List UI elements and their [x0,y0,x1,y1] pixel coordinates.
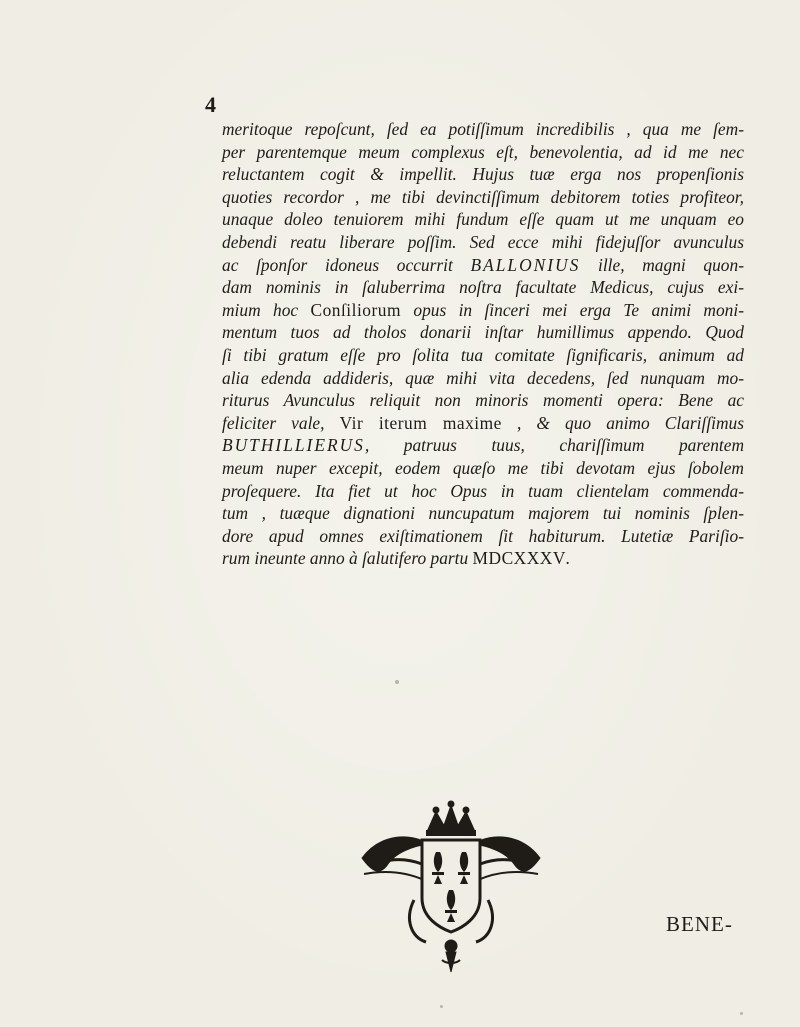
text-line-2: per parentemque meum complexus eſt, benevolentia, ad id me nec [222,141,744,162]
name-ballonius: BALLONIUS [470,254,581,275]
crowned-fleur-de-lis-tailpiece-icon [358,800,544,980]
text-line-20: rum ineunte anno à ſalutifero partu MDCXXXV. [222,548,571,569]
text-line-19: dore apud omnes exiſtimationem ſit habiturum. Lutetiæ Pariſio- [222,525,744,546]
text-line-3: reluctantem cogit & impellit. Hujus tuæ erga nos propenſionis [222,164,744,185]
word-consiliorum: Conſiliorum [310,299,402,320]
text-line-1: meritoque repoſcunt, ſed ea potiſſimum incredibilis , qua me ſem- [222,119,744,139]
paper-speck [395,680,399,684]
text-line-11: ſi tibi gratum eſſe pro ſolita tua comitate ſignificaris, animum ad [222,344,744,365]
text-line-7: ac ſponſor idoneus occurrit BALLONIUS ille, magni quon- [222,254,744,275]
text-line-14: feliciter vale, Vir iterum maxime , & quo animo Clariſſimus [222,412,745,433]
text-line-13: riturus Avunculus reliquit non minoris momenti opera: Bene ac [222,390,744,411]
text-line-8: dam nominis in ſaluberrima noſtra facultate Medicus, cujus exi- [222,277,744,298]
paper-speck [440,1005,443,1008]
name-buthillierus: BUTHILLIERUS [222,435,365,456]
date-mdcxxxv: MDCXXXV [472,548,566,569]
text-line-9: mium hoc Conſiliorum opus in ſinceri mei erga Te animi moni- [222,299,744,320]
text-line-5: unaque doleo tenuiorem mihi fundum eſſe quam ut me unquam eo [222,209,744,230]
text-line-12: alia edenda addideris, quæ mihi vita decedens, ſed nunquam mo- [222,367,744,388]
phrase-vir-iterum-maxime: Vir iterum maxime [339,412,502,433]
paper-speck [740,1012,743,1015]
dedication-text [222,118,744,570]
text-line-4: quoties recordor , me tibi devinctiſſimum debitorem toties profiteor, [222,186,744,207]
catchword: BENE- [666,912,733,936]
page-number: 4 [205,92,216,117]
text-line-18: tum , tuæque dignationi nuncupatum majorem tui nominis ſplen- [222,503,744,524]
text-line-15: BUTHILLIERUS, patruus tuus, chariſſimum parentem [222,435,744,456]
text-line-16: meum nuper excepit, eodem quæſo me tibi devotam ejus ſobolem [222,457,744,478]
text-line-10: mentum tuos ad tholos donarii inſtar humillimus appendo. Quod [222,322,744,343]
text-line-17: proſequere. Ita fiet ut hoc Opus in tuam clientelam commenda- [222,480,744,501]
text-line-6: debendi reatu liberare poſſim. Sed ecce mihi fidejuſſor avunculus [222,231,744,252]
